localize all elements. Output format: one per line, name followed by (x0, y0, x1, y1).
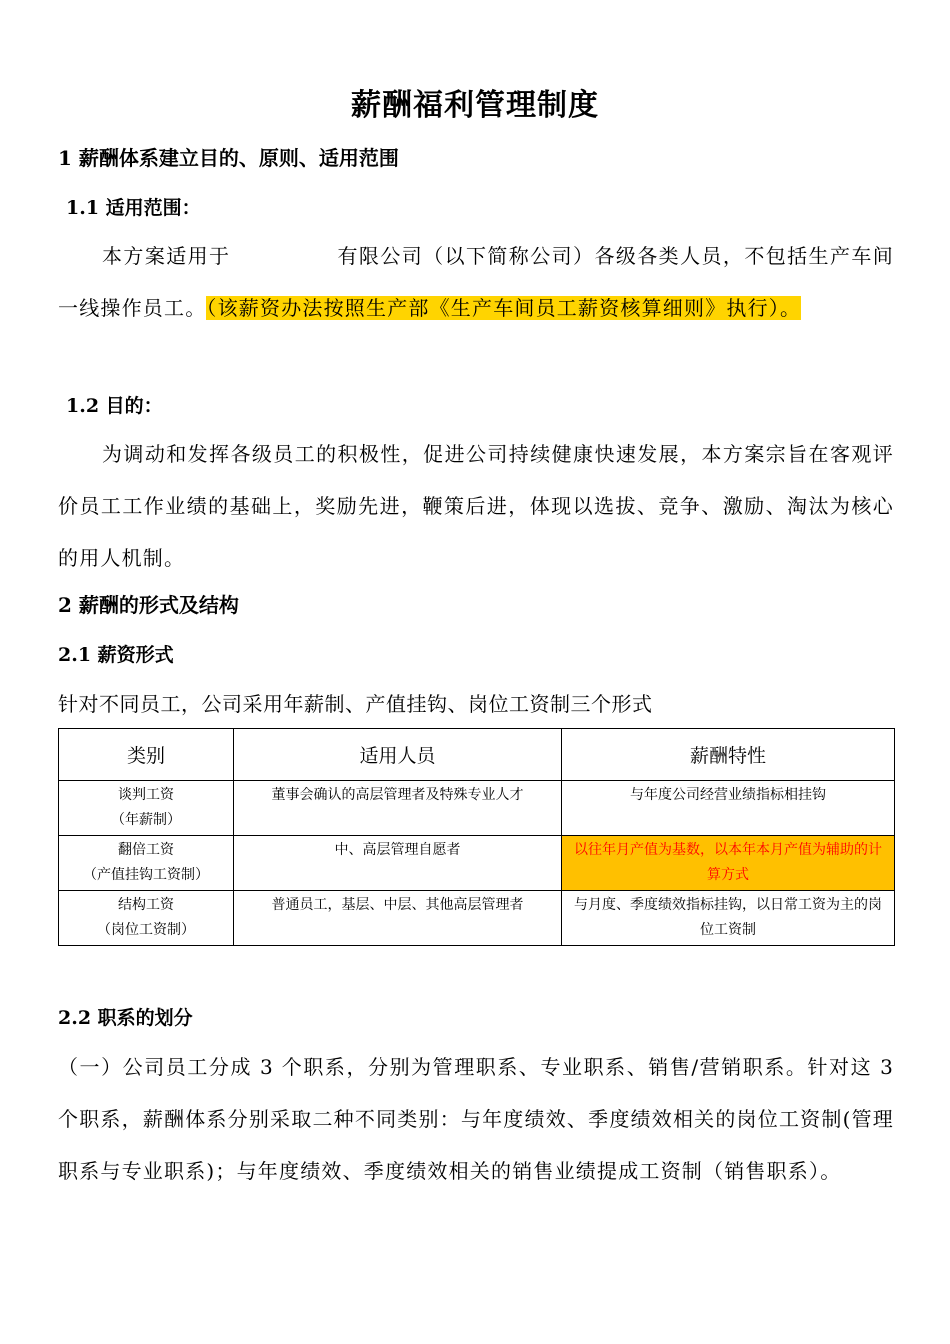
category-name: 谈判工资 (118, 787, 174, 803)
scope-highlight-text: （该薪资办法按照生产部《生产车间员工薪资核算细则》执行）。 (206, 296, 802, 320)
forms-intro: 针对不同员工，公司采用年薪制、产值挂钩、岗位工资制三个形式 (58, 692, 653, 716)
scope-paragraph (58, 230, 894, 334)
purpose-paragraph: 为调动和发挥各级员工的积极性，促进公司持续健康快速发展，本方案宗旨在客观评价员工工作业绩的基础上，奖励先进，鞭策后进，体现以选拔、竞争、激励、淘汰为核心的用人机制。 (58, 442, 894, 570)
feature-cell-highlighted: 以往年月产值为基数，以本年本月产值为辅助的计算方式 (562, 836, 895, 891)
page-title: 薪酬福利管理制度 (351, 88, 599, 123)
category-name: 翻倍工资 (118, 842, 174, 858)
ranks-heading: 2.2 职系的划分 (58, 1007, 193, 1029)
table-header-row (59, 729, 895, 781)
table-header-cell: 适用人员 (234, 729, 562, 781)
category-cell (59, 836, 234, 891)
table-row (59, 836, 895, 891)
category-name: 结构工资 (118, 897, 174, 913)
category-subtitle: （产值挂钩工资制） (83, 867, 209, 883)
category-subtitle: （年薪制） (111, 812, 181, 828)
scope-heading: 1.1 适用范围： (66, 197, 201, 219)
scope-text: 本方案适用于 有限公司（以下简称公司）各级各类人员，不包括生产车间一线操作员工。 (58, 244, 894, 320)
personnel-cell: 董事会确认的高层管理者及特殊专业人才 (234, 781, 562, 836)
section2-heading: 2 薪酬的形式及结构 (58, 593, 239, 617)
forms-heading: 2.1 薪资形式 (58, 644, 174, 666)
table-row (59, 781, 895, 836)
purpose-heading: 1.2 目的： (66, 395, 163, 417)
salary-forms-table (58, 728, 895, 946)
personnel-cell: 中、高层管理自愿者 (234, 836, 562, 891)
category-cell (59, 891, 234, 946)
feature-cell: 与月度、季度绩效指标挂钩，以日常工资为主的岗位工资制 (562, 891, 895, 946)
table-row (59, 891, 895, 946)
category-subtitle: （岗位工资制） (97, 922, 195, 938)
feature-cell: 与年度公司经营业绩指标相挂钩 (562, 781, 895, 836)
ranks-paragraph: （一）公司员工分成 3 个职系，分别为管理职系、专业职系、销售/营销职系。针对这 3 个职系，薪酬体系分别采取二种不同类别：与年度绩效、季度绩效相关的岗位工资制(管理职系与专业职系)；与年度绩效、季度绩效相关的销售业绩提成工资制（销售职系）。 (58, 1055, 894, 1183)
table-header-cell: 类别 (59, 729, 234, 781)
personnel-cell: 普通员工，基层、中层、其他高层管理者 (234, 891, 562, 946)
category-cell (59, 781, 234, 836)
table-header-cell: 薪酬特性 (562, 729, 895, 781)
section1-heading: 1 薪酬体系建立目的、原则、适用范围 (58, 146, 399, 170)
